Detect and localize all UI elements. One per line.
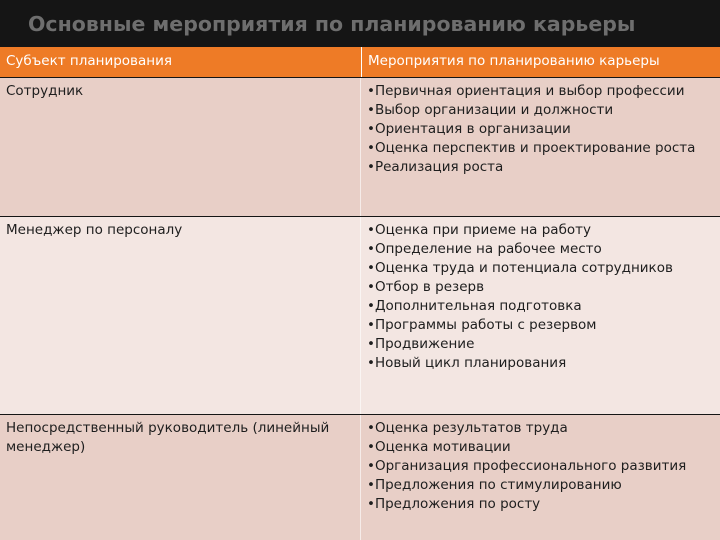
header-subject: Субъект планирования — [6, 53, 173, 69]
row-subject-employee: Сотрудник — [0, 78, 361, 216]
table-header-row — [0, 47, 720, 77]
row-subject-line-manager: Непосредственный руководитель (линейный менеджер) — [0, 415, 361, 540]
row-activities-hr-manager — [361, 217, 720, 414]
slide-title: Основные мероприятия по планированию карьеры — [28, 12, 636, 36]
list-item: •Дополнительная подготовка — [367, 298, 582, 314]
list-item: •Отбор в резерв — [367, 279, 485, 295]
list-item: •Определение на рабочее место — [367, 241, 602, 257]
list-item: •Новый цикл планирования — [367, 355, 567, 371]
list-item: •Реализация роста — [367, 159, 504, 175]
list-item: •Организация профессионального развития — [367, 458, 687, 474]
list-item: •Ориентация в организации — [367, 121, 571, 137]
list-item: •Продвижение — [367, 336, 475, 352]
list-item: •Оценка труда и потенциала сотрудников — [367, 260, 673, 276]
list-item: •Предложения по росту — [367, 496, 541, 512]
row-subject-hr-manager: Менеджер по персоналу — [0, 217, 361, 414]
list-item: •Оценка результатов труда — [367, 420, 568, 436]
list-item: •Выбор организации и должности — [367, 102, 614, 118]
header-activities: Мероприятия по планированию карьеры — [361, 47, 720, 77]
table-row — [0, 217, 720, 414]
table-row — [0, 78, 720, 216]
list-item: •Оценка при приеме на работу — [367, 222, 592, 238]
list-item: •Оценка перспектив и проектирование роста — [367, 140, 696, 156]
list-item: •Первичная ориентация и выбор профессии — [367, 83, 685, 99]
row-activities-line-manager — [361, 415, 720, 540]
list-item: •Программы работы с резервом — [367, 317, 597, 333]
row-activities-employee — [361, 78, 720, 216]
table-row — [0, 415, 720, 540]
list-item: •Предложения по стимулированию — [367, 477, 622, 493]
list-item: •Оценка мотивации — [367, 439, 511, 455]
career-planning-table — [0, 47, 720, 540]
